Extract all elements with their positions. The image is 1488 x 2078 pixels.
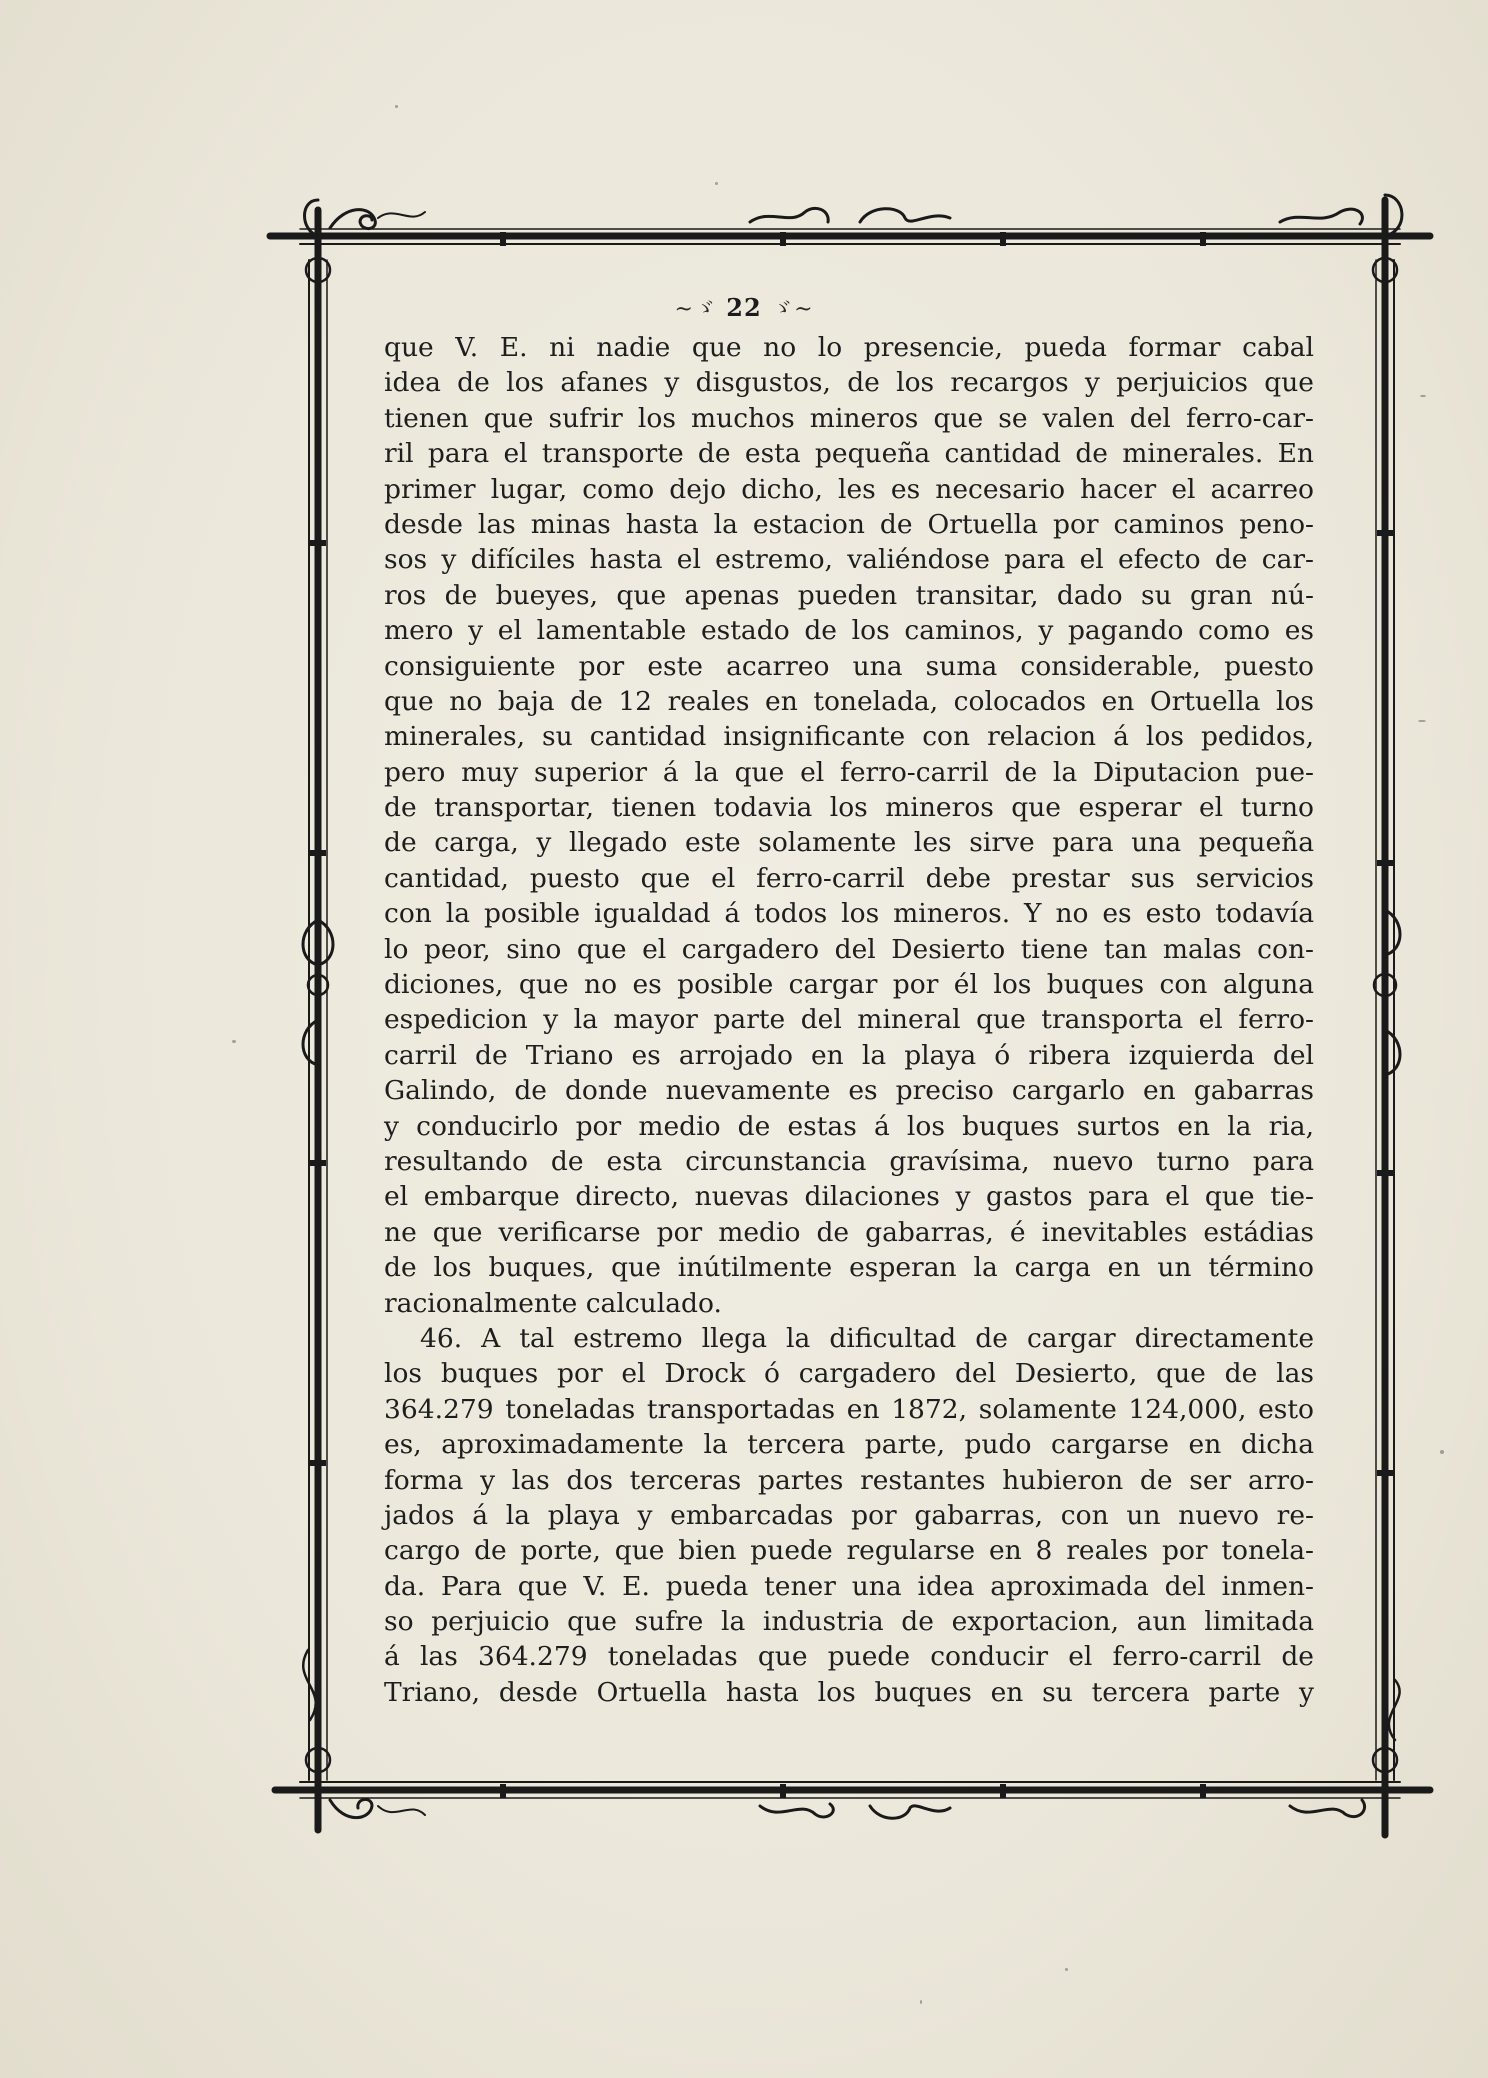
text-line: cantidad, puesto que el ferro-carril debe prestar sus servicios <box>384 862 1314 894</box>
text-line: ros de bueyes, que apenas pueden transitar, dado su gran nú- <box>384 579 1314 611</box>
text-line: resultando de esta circunstancia gravísima, nuevo turno para <box>384 1145 1314 1177</box>
text-line: ril para el transporte de esta pequeña cantidad de minerales. En <box>384 438 1314 470</box>
text-line: de transportar, tienen todavia los mineros que esperar el turno <box>384 792 1314 824</box>
page-number <box>0 292 1488 323</box>
text-line: 46. A tal estremo llega la dificultad de cargar directamente <box>420 1322 1314 1354</box>
scan-speck <box>715 182 718 185</box>
text-line: desde las minas hasta la estacion de Ortuella por caminos peno- <box>384 508 1314 540</box>
text-line: y conducirlo por medio de estas á los buques surtos en la ria, <box>384 1110 1314 1142</box>
text-line: espedicion y la mayor parte del mineral que transporta el ferro- <box>384 1004 1314 1036</box>
text-line: forma y las dos terceras partes restantes hubieron de ser arro- <box>384 1464 1314 1496</box>
text-line: que no baja de 12 reales en tonelada, colocados en Ortuella los <box>384 685 1314 717</box>
text-line: diciones, que no es posible cargar por él los buques con alguna <box>384 969 1314 1001</box>
text-line: el embarque directo, nuevas dilaciones y gastos para el que tie- <box>384 1181 1314 1213</box>
text-line: jados á la playa y embarcadas por gabarras, con un nuevo re- <box>384 1499 1314 1531</box>
scan-speck <box>395 105 398 108</box>
text-line: Galindo, de donde nuevamente es preciso cargarlo en gabarras <box>384 1075 1314 1107</box>
text-line: minerales, su cantidad insignificante con relacion á los pedidos, <box>384 721 1314 753</box>
text-line: sos y difíciles hasta el estremo, valiéndose para el efecto de car- <box>384 544 1314 576</box>
scan-speck <box>1065 1968 1068 1971</box>
text-line: Triano, desde Ortuella hasta los buques en su tercera parte y <box>384 1676 1314 1708</box>
text-line: mero y el lamentable estado de los caminos, y pagando como es <box>384 615 1314 647</box>
scan-speck <box>1420 395 1426 397</box>
text-line: da. Para que V. E. pueda tener una idea aproximada del inmen- <box>384 1570 1314 1602</box>
text-line: racionalmente calculado. <box>384 1287 722 1319</box>
body-text <box>384 330 1314 1710</box>
text-line: que V. E. ni nadie que no lo presencie, pueda formar cabal <box>384 332 1314 363</box>
text-line: á las 364.279 toneladas que puede conducir el ferro-carril de <box>384 1641 1314 1673</box>
text-line: 364.279 toneladas transportadas en 1872, solamente 124,000, esto <box>384 1393 1314 1425</box>
text-line: carril de Triano es arrojado en la playa ó ribera izquierda del <box>384 1039 1314 1071</box>
text-line: con la posible igualdad á todos los mineros. Y no es esto todavía <box>384 898 1314 930</box>
text-line: pero muy superior á la que el ferro-carril de la Diputacion pue- <box>384 756 1314 788</box>
text-line: consiguiente por este acarreo una suma considerable, puesto <box>384 650 1314 682</box>
page-number-value: 22 <box>726 293 762 322</box>
page-number-ornament-left: ~ゞ <box>674 297 717 322</box>
text-line: de los buques, que inútilmente esperan la carga en un término <box>384 1252 1314 1284</box>
text-line: cargo de porte, que bien puede regularse en 8 reales por tonela- <box>384 1535 1314 1567</box>
scan-speck <box>232 1040 236 1043</box>
text-line: los buques por el Drock ó cargadero del Desierto, que de las <box>384 1358 1314 1390</box>
text-line: es, aproximadamente la tercera parte, pudo cargarse en dicha <box>384 1429 1314 1461</box>
text-line: ne que verificarse por medio de gabarras, é inevitables estádias <box>384 1216 1314 1248</box>
text-line: lo peor, sino que el cargadero del Desierto tiene tan malas con- <box>384 933 1314 965</box>
scan-speck <box>1440 1450 1444 1454</box>
text-line: so perjuicio que sufre la industria de exportacion, aun limitada <box>384 1606 1314 1638</box>
scan-speck <box>1418 720 1426 722</box>
page-number-ornament-right: ゞ~ <box>771 297 814 322</box>
text-line: primer lugar, como dejo dicho, les es necesario hacer el acarreo <box>384 473 1314 505</box>
text-line: idea de los afanes y disgustos, de los recargos y perjuicios que <box>384 367 1314 399</box>
text-line: de carga, y llegado este solamente les sirve para una pequeña <box>384 827 1314 859</box>
text-line: tienen que sufrir los muchos mineros que se valen del ferro-car- <box>384 402 1314 434</box>
scan-speck <box>920 2000 922 2004</box>
